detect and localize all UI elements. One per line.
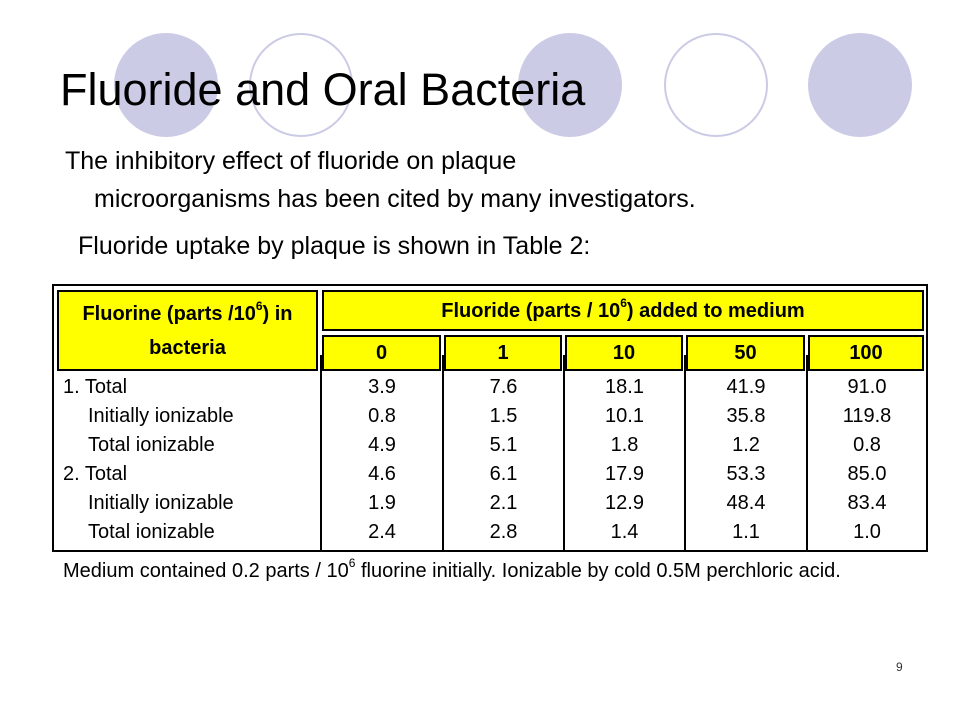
paragraph-1-line-2: microorganisms has been cited by many investigators.: [94, 185, 696, 213]
table-cell: 12.9: [605, 492, 644, 514]
row-label: Initially ionizable: [88, 405, 234, 427]
row-label: Total ionizable: [88, 434, 215, 456]
decor-circle-5: [808, 33, 912, 137]
table-cell: 2.8: [489, 521, 518, 543]
table-cell: 6.1: [489, 463, 518, 485]
table-cell: 2.1: [489, 492, 518, 514]
table-cell: 119.8: [842, 405, 892, 427]
table-cell: 4.9: [368, 434, 396, 456]
table-cell: 1.9: [368, 492, 396, 514]
row-header-line-2: bacteria: [149, 337, 226, 359]
table-cell: 41.9: [726, 376, 766, 398]
decor-circle-4: [664, 33, 768, 137]
table-cell: 48.4: [726, 492, 766, 514]
row-header-cell: [57, 290, 318, 371]
paragraph-2: Fluoride uptake by plaque is shown in Table 2:: [78, 232, 591, 260]
table-cell: 85.0: [847, 463, 887, 485]
table-cell: 10.1: [605, 405, 644, 427]
table-cell: 17.9: [605, 463, 644, 485]
column-header-0: 0: [322, 335, 441, 371]
paragraph-1-line-1: The inhibitory effect of fluoride on plaque: [65, 147, 517, 175]
table-cell: 1.5: [489, 405, 518, 427]
table-cell: 35.8: [726, 405, 766, 427]
table-cell: 1.8: [610, 434, 639, 456]
row-label: Initially ionizable: [88, 492, 234, 514]
table-cell: 1.1: [732, 521, 760, 543]
group-header-cell: Fluoride (parts / $10^6$) added to medium: [322, 290, 924, 331]
row-label: Total ionizable: [88, 521, 215, 543]
table-cell: 91.0: [847, 376, 887, 398]
table-cell: 1.0: [853, 521, 881, 543]
row-label: 1. Total: [63, 376, 128, 398]
column-header-2: 10: [565, 335, 683, 371]
table-cell: 3.9: [368, 376, 396, 398]
table-footnote: Medium contained 0.2 parts / $10^6$ fluorine initially. Ionizable by cold 0.5M perchloric acid.: [63, 556, 841, 582]
table-cell: 1.2: [732, 434, 760, 456]
table-cell: 7.6: [489, 376, 518, 398]
row-label: 2. Total: [63, 463, 128, 485]
column-header-3: 50: [686, 335, 805, 371]
column-header-1: 1: [444, 335, 562, 371]
row-header-line-1: Fluorine (parts $/10^6$) in: [82, 299, 293, 325]
table-cell: 0.8: [368, 405, 396, 427]
table-cell: 1.4: [610, 521, 639, 543]
column-header-4: 100: [808, 335, 924, 371]
table-cell: 0.8: [853, 434, 881, 456]
table-cell: 5.1: [489, 434, 518, 456]
table-cell: 4.6: [368, 463, 396, 485]
table-cell: 2.4: [368, 521, 396, 543]
table-cell: 53.3: [726, 463, 766, 485]
table-cell: 18.1: [605, 376, 644, 398]
slide-title: Fluoride and Oral Bacteria: [60, 64, 586, 115]
page-number: 9: [896, 660, 903, 674]
table-cell: 83.4: [847, 492, 887, 514]
